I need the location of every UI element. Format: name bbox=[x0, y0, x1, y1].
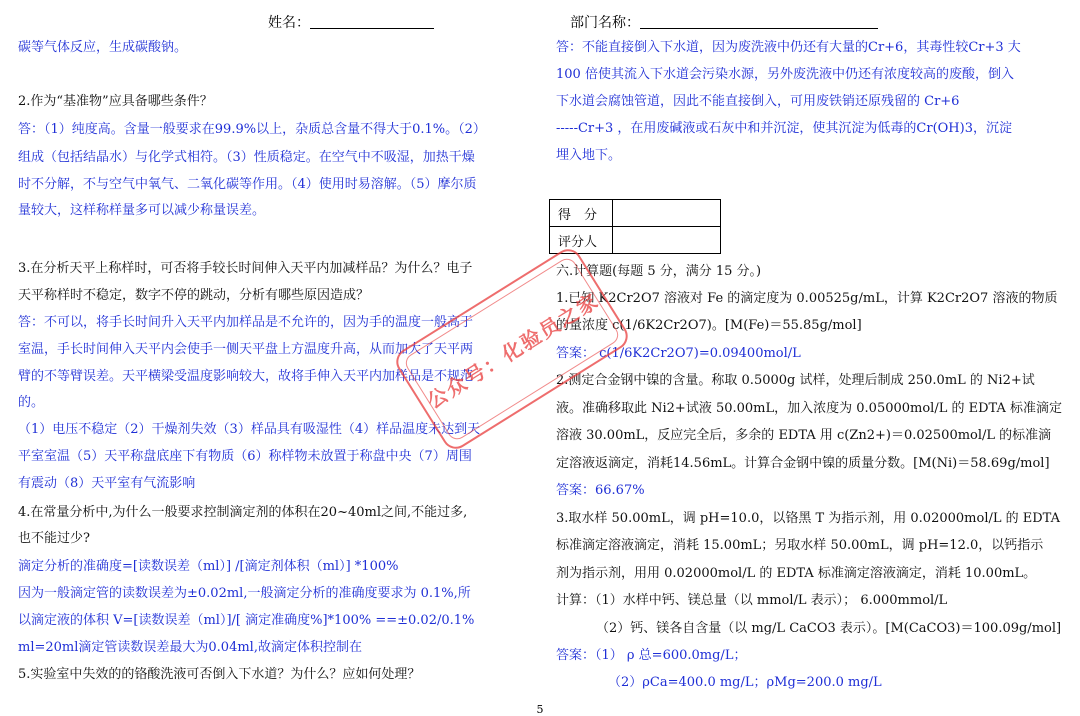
left-line: 的。 bbox=[18, 395, 45, 410]
left-line: 以滴定液的体积 V=[读数误差（ml）]/[ 滴定准确度%]*100% ==±0.02/0.1% bbox=[18, 613, 475, 628]
right-line: -----Cr+3 ，在用废碱液或石灰中和并沉淀，使其沉淀为低毒的Cr(OH)3，沉淀 bbox=[556, 121, 1012, 136]
grader-row bbox=[550, 227, 721, 254]
right-line: 计算：（1）水样中钙、镁总量（以 mmol/L 表示）； 6.000mmol/L bbox=[556, 593, 948, 608]
right-line: 剂为指示剂，用用 0.02000mol/L 的 EDTA 标准滴定溶液滴定，消耗 10.00mL。 bbox=[556, 566, 1037, 581]
dept-label: 部门名称： bbox=[570, 15, 640, 31]
left-line: 答：（1）纯度高。含量一般要求在99.9%以上，杂质总含量不得大于0.1%。（2） bbox=[18, 122, 486, 137]
dept-underline bbox=[640, 14, 878, 29]
right-line: 答案：（1） ρ 总=600.0mg/L； bbox=[556, 648, 747, 663]
left-line: ml=20ml滴定管读数误差最大为0.04ml,故滴定体积控制在 bbox=[18, 640, 362, 655]
right-line: 2.测定合金钢中镍的含量。称取 0.5000g 试样，处理后制成 250.0mL 的 Ni2+试 bbox=[556, 373, 1035, 388]
left-line: 组成（包括结晶水）与化学式相符。（3）性质稳定。在空气中不吸湿，加热干燥 bbox=[18, 150, 475, 165]
right-line: 1.已知 K2Cr2O7 溶液对 Fe 的滴定度为 0.00525g/mL，计算 K2Cr2O7 溶液的物质 bbox=[556, 291, 1058, 306]
left-line: 平室室温（5）天平称盘底座下有物质（6）称样物未放置于称盘中央（7）周围 bbox=[18, 449, 472, 464]
left-line: 因为一般滴定管的读数误差为±0.02ml,一般滴定分析的准确度要求为 0.1%,所 bbox=[18, 586, 471, 601]
right-line: 埋入地下。 bbox=[556, 148, 622, 163]
left-line: 4.在常量分析中,为什么一般要求控制滴定剂的体积在20~40ml之间,不能过多, bbox=[18, 505, 468, 520]
right-line: 六.计算题(每题 5 分，满分 15 分。) bbox=[556, 264, 762, 279]
left-line: 有震动（8）天平室有气流影响 bbox=[18, 476, 196, 491]
left-line: 时不分解，不与空气中氧气、二氧化碳等作用。（4）使用时易溶解。（5）摩尔质 bbox=[18, 177, 477, 192]
left-line: 5.实验室中失效的的铬酸洗液可否倒入下水道？为什么？应如何处理？ bbox=[18, 667, 421, 682]
right-line: 答案：66.67% bbox=[556, 483, 645, 498]
right-line: 下水道会腐蚀管道，因此不能直接倒入，可用废铁销还原残留的 Cr+6 bbox=[556, 94, 960, 109]
left-line: 3.在分析天平上称样时，可否将手较长时间伸入天平内加减样品？为什么？电子 bbox=[18, 261, 473, 276]
name-underline bbox=[310, 14, 434, 29]
right-line: 的量浓度 c(1/6K2Cr2O7)。[M(Fe)＝55.85g/mol] bbox=[556, 318, 862, 333]
right-line: 100 倍使其流入下水道会污染水源，另外废洗液中仍还有浓度较高的废酸，倒入 bbox=[556, 67, 1014, 82]
score-label: 得 分 bbox=[550, 200, 613, 227]
score-row bbox=[550, 200, 721, 227]
grader-cell[interactable] bbox=[613, 227, 721, 254]
name-label: 姓名： bbox=[268, 15, 310, 31]
left-line: 天平称样时不稳定，数字不停的跳动，分析有哪些原因造成？ bbox=[18, 288, 370, 303]
left-line: 碳等气体反应，生成碳酸钠。 bbox=[18, 40, 188, 55]
right-line: 答案： c(1/6K2Cr2O7)=0.09400mol/L bbox=[556, 346, 801, 361]
right-line: 标准滴定溶液滴定，消耗 15.00mL；另取水样 50.00mL，调 pH=12.0，以钙指示 bbox=[556, 538, 1044, 553]
right-line: （2）钙、镁各自含量（以 mg/L CaCO3 表示）。[M(CaCO3)＝100.09g/mol] bbox=[596, 621, 1062, 636]
right-line: 3.取水样 50.00mL，调 pH=10.0，以铬黑 T 为指示剂，用 0.02000mol/L 的 EDTA bbox=[556, 511, 1061, 526]
stamp-text: 公众号：化验员之家 bbox=[422, 287, 604, 413]
left-line: （1）电压不稳定（2）干燥剂失效（3）样品具有吸湿性（4）样品温度未达到天 bbox=[18, 422, 481, 437]
left-line: 室温，手长时间伸入天平内会使手一侧天平盘上方温度升高，从而加大了天平两 bbox=[18, 342, 474, 357]
right-line: 液。准确移取此 Ni2+试液 50.00mL，加入浓度为 0.05000mol/L 的 EDTA 标准滴定 bbox=[556, 401, 1063, 416]
right-line: 答：不能直接倒入下水道，因为废洗液中仍还有大量的Cr+6，其毒性较Cr+3 大 bbox=[556, 40, 1021, 55]
right-line: 溶液 30.00mL，反应完全后，多余的 EDTA 用 c(Zn2+)＝0.02500mol/L 的标准滴 bbox=[556, 428, 1052, 443]
left-line: 答：不可以，将手长时间升入天平内加样品是不允许的，因为手的温度一般高于 bbox=[18, 315, 474, 330]
right-line: （2）ρCa=400.0 mg/L；ρMg=200.0 mg/L bbox=[608, 675, 882, 690]
left-line: 臂的不等臂误差。天平横梁受温度影响较大，故将手伸入天平内加样品是不规范 bbox=[18, 369, 474, 384]
left-line: 2.作为“基准物”应具备哪些条件？ bbox=[18, 94, 213, 109]
right-line: 定溶液返滴定，消耗14.56mL。计算合金钢中镍的质量分数。[M(Ni)＝58.69g/mol] bbox=[556, 456, 1050, 471]
page-number: 5 bbox=[536, 703, 544, 716]
score-cell[interactable] bbox=[613, 200, 721, 227]
name-field bbox=[268, 12, 434, 32]
dept-field bbox=[570, 12, 878, 32]
left-line: 也不能过少? bbox=[18, 531, 90, 546]
score-table bbox=[549, 199, 721, 254]
grader-label: 评分人 bbox=[550, 227, 613, 254]
left-line: 量较大，这样称样量多可以减少称量误差。 bbox=[18, 203, 266, 218]
left-line: 滴定分析的准确度=[读数误差（ml）] /[滴定剂体积（ml）] *100% bbox=[18, 559, 399, 574]
